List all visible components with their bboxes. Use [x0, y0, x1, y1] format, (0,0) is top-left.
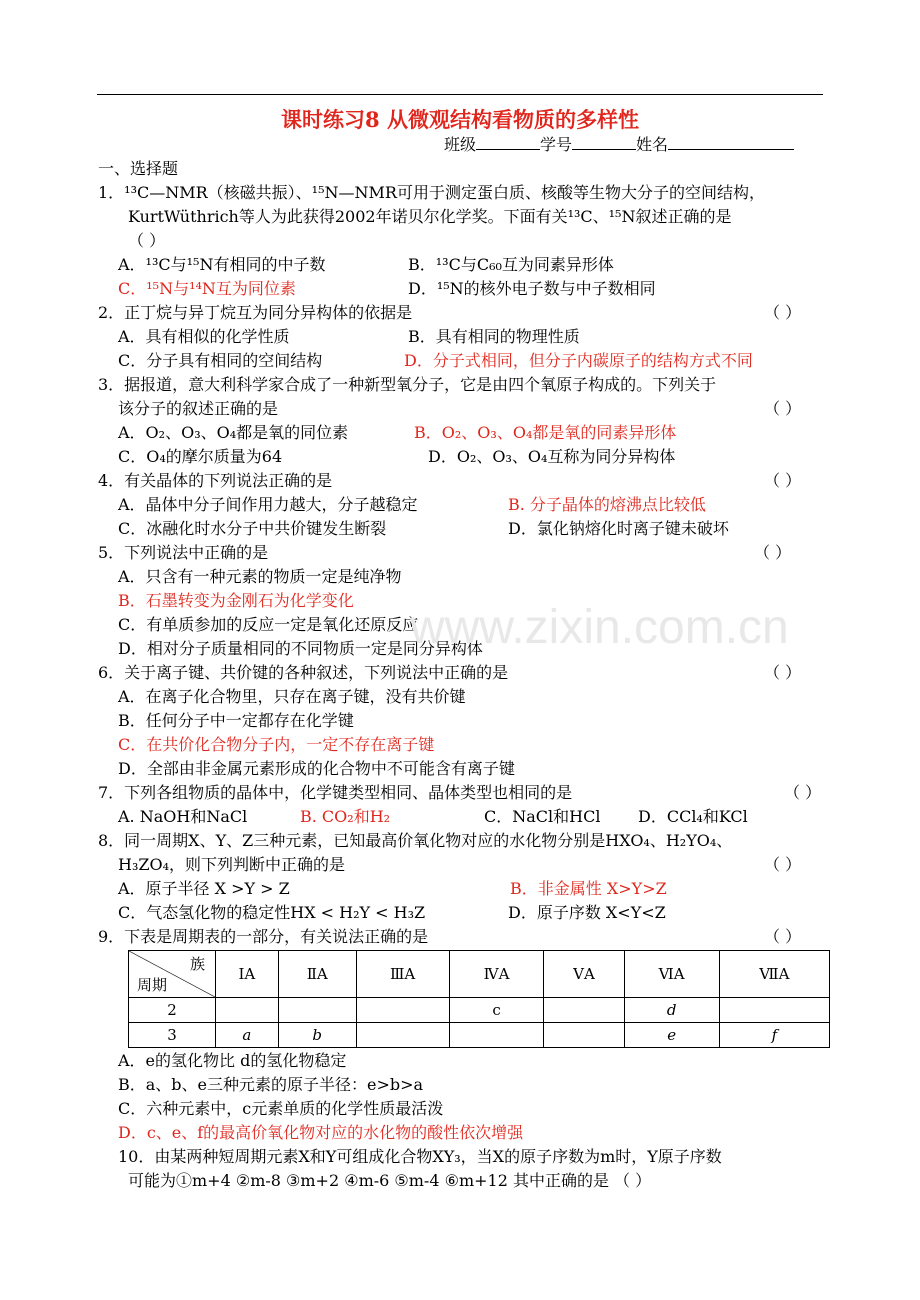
id-label: 学号	[540, 135, 573, 154]
q2-option-a: A．具有相似的化学性质	[118, 327, 290, 346]
q6-option-a: A．在离子化合物里，只存在离子键，没有共价键	[118, 687, 466, 706]
q1-option-c: C．¹⁵N与¹⁴N互为同位素	[118, 279, 296, 298]
q6-option-c: C．在共价化合物分子内，一定不存在离子键	[118, 735, 435, 754]
table-cell	[719, 998, 829, 1023]
q5-option-b: B．石墨转变为金刚石为化学变化	[118, 591, 354, 610]
q3-option-d: D．O₂、O₃、O₄互称为同分异构体	[428, 447, 676, 466]
table-cell: a	[216, 1023, 279, 1048]
q4-stem: 4．有关晶体的下列说法正确的是	[98, 471, 333, 490]
q1-line1: 1．¹³C—NMR（核磁共振）、¹⁵N—NMR可用于测定蛋白质、核酸等生物大分子的空间结构，	[98, 183, 765, 202]
q6-paren: （ ）	[764, 663, 802, 682]
table-cell	[216, 998, 279, 1023]
q2-paren: （ ）	[764, 303, 802, 322]
q9-option-b: B．a、b、e三种元素的原子半径：e>b>a	[118, 1075, 424, 1094]
table-cell	[544, 1023, 624, 1048]
q7-paren: （ ）	[784, 783, 822, 802]
q9-paren: （ ）	[764, 927, 802, 946]
q3-line2: 该分子的叙述正确的是	[118, 399, 279, 418]
table-cell	[544, 998, 624, 1023]
q4-paren: （ ）	[764, 471, 802, 490]
group-header: ⅣA	[449, 951, 544, 998]
periodic-table-fragment	[128, 950, 830, 1048]
table-cell: c	[449, 998, 544, 1023]
q3-line1: 3．据报道，意大利科学家合成了一种新型氧分子，它是由四个氧原子构成的。下列关于	[98, 375, 717, 394]
q4-option-b: B. 分子晶体的熔沸点比较低	[508, 495, 706, 514]
q7-option-b: B. CO₂和H₂	[300, 807, 391, 826]
group-header: ⅡA	[278, 951, 356, 998]
q5-option-c: C．有单质参加的反应一定是氧化还原反应	[118, 615, 419, 634]
class-label: 班级	[444, 135, 477, 154]
id-blank[interactable]	[572, 135, 636, 150]
q5-option-a: A．只含有一种元素的物质一定是纯净物	[118, 567, 402, 586]
corner-group-label: 族	[189, 955, 205, 973]
q8-option-c: C．气态氢化物的稳定性HX < H₂Y < H₃Z	[118, 903, 426, 922]
student-info-line	[444, 134, 794, 156]
group-header: ⅢA	[356, 951, 449, 998]
q9-option-d: D．c、e、f的最高价氧化物对应的水化物的酸性依次增强	[118, 1123, 524, 1142]
period-cell: 3	[129, 1023, 216, 1048]
group-header: ⅤA	[544, 951, 624, 998]
q6-stem: 6．关于离子键、共价键的各种叙述，下列说法中正确的是	[98, 663, 509, 682]
q7-stem: 7．下列各组物质的晶体中，化学键类型相同、晶体类型也相同的是	[98, 783, 573, 802]
name-label: 姓名	[636, 135, 669, 154]
q10-line1: 10．由某两种短周期元素X和Y可组成化合物XY₃，当X的原子序数为m时，Y原子序数	[118, 1147, 722, 1166]
q5-paren: （ ）	[754, 543, 792, 562]
q1-paren: （ ）	[128, 231, 166, 250]
q8-line2: H₃ZO₄，则下列判断中正确的是	[118, 855, 346, 874]
period-cell: 2	[129, 998, 216, 1023]
name-blank[interactable]	[668, 135, 794, 150]
q10-line2: 可能为①m+4 ②m-8 ③m+2 ④m-6 ⑤m-4 ⑥m+12 其中正确的是 （ ）	[128, 1171, 652, 1190]
table-cell: f	[719, 1023, 829, 1048]
q9-option-c: C．六种元素中，c元素单质的化学性质最活泼	[118, 1099, 444, 1118]
q8-line1: 8．同一周期X、Y、Z三种元素，已知最高价氧化物对应的水化物分别是HXO₄、H₂YO₄、	[98, 831, 733, 850]
q7-option-d: D．CCl₄和KCl	[638, 807, 748, 826]
q2-option-d: D．分子式相同，但分子内碳原子的结构方式不同	[404, 351, 753, 370]
q1-option-b: B．¹³C与C₆₀互为同素异形体	[408, 255, 614, 274]
section-heading: 一、选择题	[98, 159, 179, 178]
q8-option-d: D．原子序数 X<Y<Z	[508, 903, 666, 922]
table-row	[129, 1023, 830, 1048]
class-blank[interactable]	[476, 135, 540, 150]
page-title: 课时练习8 从微观结构看物质的多样性	[281, 107, 639, 132]
table-header-row	[129, 951, 830, 998]
q2-option-c: C．分子具有相同的空间结构	[118, 351, 323, 370]
q4-option-c: C．冰融化时水分子中共价键发生断裂	[118, 519, 387, 538]
q5-stem: 5．下列说法中正确的是	[98, 543, 269, 562]
q4-option-a: A．晶体中分子间作用力越大，分子越稳定	[118, 495, 418, 514]
table-cell	[356, 1023, 449, 1048]
table-cell: b	[278, 1023, 356, 1048]
group-header: ⅠA	[216, 951, 279, 998]
q8-option-b: B．非金属性 X>Y>Z	[510, 879, 667, 898]
corner-period-label: 周期	[137, 976, 168, 994]
table-corner-cell	[129, 951, 216, 998]
q9-option-a: A．e的氢化物比 d的氢化物稳定	[118, 1051, 347, 1070]
q6-option-b: B．任何分子中一定都存在化学键	[118, 711, 354, 730]
table-row	[129, 998, 830, 1023]
q1-line2: KurtWüthrich等人为此获得2002年诺贝尔化学奖。下面有关¹³C、¹⁵N叙述正确的是	[128, 207, 732, 226]
q1-option-a: A．¹³C与¹⁵N有相同的中子数	[118, 255, 326, 274]
table-cell: d	[624, 998, 719, 1023]
q8-paren: （ ）	[764, 855, 802, 874]
q9-stem: 9．下表是周期表的一部分，有关说法正确的是	[98, 927, 429, 946]
table-cell: e	[624, 1023, 719, 1048]
q5-option-d: D．相对分子质量相同的不同物质一定是同分异构体	[118, 639, 483, 658]
q7-option-a: A. NaOH和NaCl	[118, 807, 248, 826]
top-rule	[97, 94, 823, 95]
q7-option-c: C．NaCl和HCl	[484, 807, 601, 826]
q2-stem: 2．正丁烷与异丁烷互为同分异构体的依据是	[98, 303, 413, 322]
table-cell	[356, 998, 449, 1023]
watermark: www.zixin.com.cn	[410, 601, 789, 654]
q3-option-b: B．O₂、O₃、O₄都是氧的同素异形体	[414, 423, 677, 442]
group-header: ⅦA	[719, 951, 829, 998]
q2-option-b: B．具有相同的物理性质	[408, 327, 580, 346]
q3-paren: （ ）	[764, 399, 802, 418]
q3-option-c: C．O₄的摩尔质量为64	[118, 447, 283, 466]
group-header: ⅥA	[624, 951, 719, 998]
table-cell	[278, 998, 356, 1023]
q1-option-d: D．¹⁵N的核外电子数与中子数相同	[408, 279, 656, 298]
table-cell	[449, 1023, 544, 1048]
q8-option-a: A．原子半径 X >Y > Z	[118, 879, 290, 898]
q4-option-d: D．氯化钠熔化时离子键未破坏	[508, 519, 729, 538]
q6-option-d: D．全部由非金属元素形成的化合物中不可能含有离子键	[118, 759, 515, 778]
q3-option-a: A．O₂、O₃、O₄都是氧的同位素	[118, 423, 349, 442]
